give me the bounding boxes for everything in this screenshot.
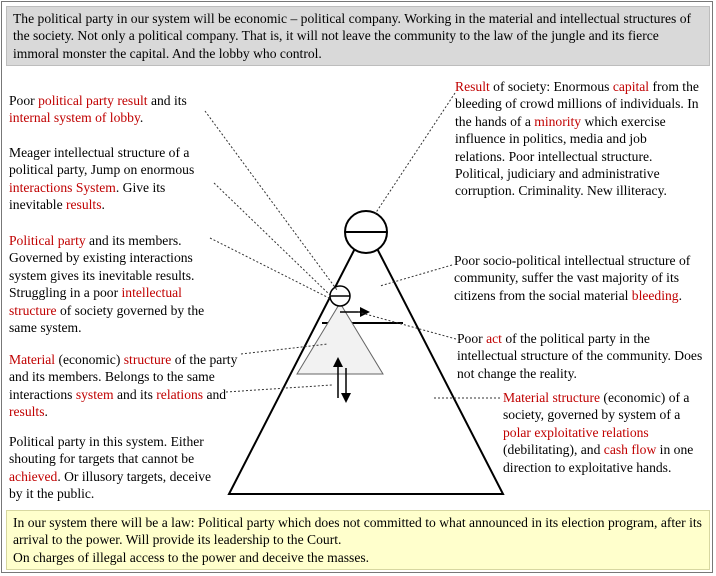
note-text: of the party and its members. Belongs to the same interactions: [9, 352, 238, 402]
highlight-term: cash flow: [603, 442, 657, 458]
highlight-term: capital: [612, 79, 650, 94]
highlight-term: results: [9, 404, 45, 420]
highlight-term: interactions System: [9, 179, 116, 195]
highlight-term: Material structure: [503, 390, 601, 405]
leader-poor-act: [358, 312, 456, 339]
note-text: .: [678, 287, 682, 303]
highlight-term: relations: [156, 386, 204, 402]
leader-result-society: [375, 93, 455, 214]
highlight-term: minority: [534, 113, 582, 129]
note-text: and its members. Governed by existing interactions system gives its inevitable results. Struggling in a poor: [9, 233, 195, 301]
leader-party-members: [210, 238, 331, 299]
leader-party-result: [205, 111, 337, 290]
note-text: Poor: [457, 331, 487, 346]
note-text: from the bleeding of crowd millions of individuals. In the hands of a: [455, 79, 699, 129]
leader-material-party-b: [226, 385, 332, 392]
note-text: (debilitating), and: [503, 442, 604, 458]
note-text: . Or illusory targets, deceive by it the public.: [9, 468, 212, 502]
note-text: in one direction to exploitative hands.: [503, 442, 694, 475]
highlight-term: results: [66, 197, 102, 213]
leader-meager-structure: [214, 183, 332, 297]
note-text: .: [139, 110, 144, 126]
note-text: .: [44, 404, 48, 420]
note-text: (economic) of a society, governed by system of a: [503, 390, 690, 423]
note-text: Poor: [9, 93, 39, 108]
highlight-term: Result: [455, 79, 490, 94]
note-text: of society: Enormous: [489, 79, 613, 94]
note-text: and its: [147, 93, 187, 108]
note-text: . Give its inevitable: [9, 179, 166, 213]
note-text: .: [101, 197, 105, 213]
footer-line-2: On charges of illegal access to the power and deceive the masses.: [13, 549, 370, 565]
header-text: The political party in our system will be economic – political company. Working in the material and intellectual structures of the society. Not only a political company. That is, it will not leave the community to the law of the jungle and its fierce immoral monster the capital. And the lobby who control.: [13, 11, 692, 61]
highlight-term: system: [75, 386, 114, 402]
highlight-term: political party result: [38, 93, 148, 108]
highlight-term: achieved: [9, 468, 58, 484]
highlight-term: polar exploitative relations: [503, 424, 649, 440]
note-text: Meager intellectual structure of a political party, Jump on enormous: [9, 145, 195, 178]
note-text: and: [203, 386, 227, 402]
note-text: of society governed by the same system.: [9, 302, 205, 336]
note-text: (economic): [55, 352, 124, 367]
highlight-term: Material: [9, 352, 56, 367]
note-text: which exercise influence in politics, media and job relations. Poor intellectual structure. Political, judiciary and administrative corruption. Criminality. New illiteracy.: [455, 113, 667, 199]
footer-line-1: In our system there will be a law: Political party which does not committed to what announced in its election program, after its arrival to the power. Will provide its leadership to the Court.: [13, 515, 702, 548]
arrow-down-head: [341, 393, 351, 403]
footer-note: [6, 510, 710, 570]
note-text: of the political party in the intellectual structure of the community. Does not change the reality.: [457, 331, 703, 381]
note-text: Political party in this system. Either shouting for targets that cannot be: [9, 434, 204, 467]
highlight-term: bleeding: [631, 287, 679, 303]
note-text: and its: [113, 386, 157, 402]
highlight-term: structure: [123, 352, 172, 367]
party-arrow-right-head: [360, 307, 370, 317]
highlight-term: act: [486, 331, 502, 346]
highlight-term: internal system of lobby: [9, 110, 140, 126]
note-text: Poor socio-political intellectual structure of community, suffer the vast majority of its citizens from the social material: [454, 253, 691, 303]
highlight-term: intellectual structure: [9, 285, 182, 318]
highlight-term: Political party: [9, 233, 86, 248]
